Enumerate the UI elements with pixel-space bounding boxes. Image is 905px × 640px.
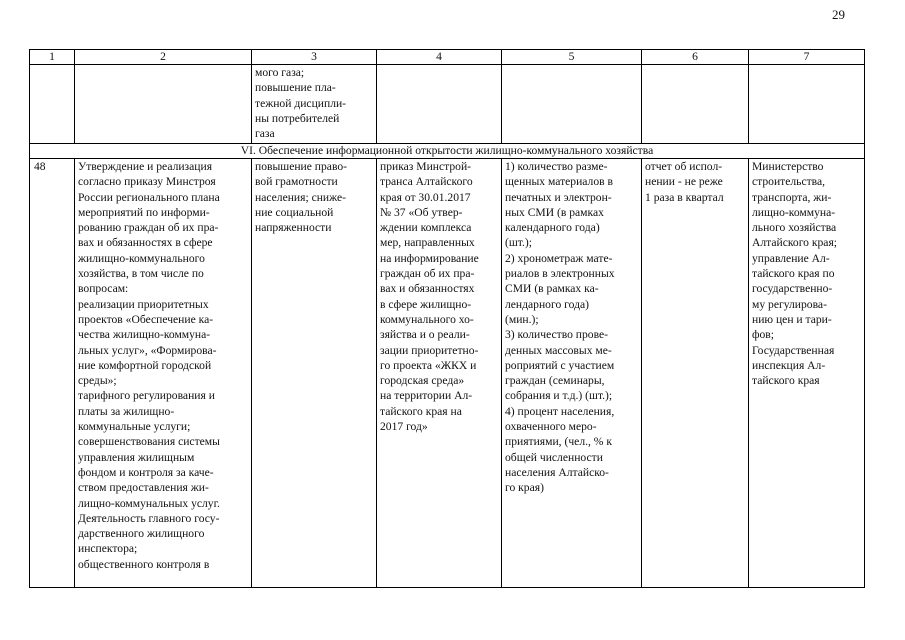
text-line: денных массовых ме- xyxy=(505,343,612,357)
text-line: 2017 год» xyxy=(380,420,428,434)
text-line: лищно-коммуна- xyxy=(752,205,836,219)
text-line: зации приоритетно- xyxy=(380,343,479,357)
text-line: ждении комплекса xyxy=(380,221,472,235)
text-line: инспекция Ал- xyxy=(752,358,826,372)
cont-cell-1 xyxy=(30,65,75,144)
text-line: собрания и т.д.) (шт.); xyxy=(505,389,613,403)
text-line: дарственного жилищного xyxy=(78,527,205,541)
section-row xyxy=(30,144,865,159)
text-line: рованию граждан об их пра- xyxy=(78,221,219,235)
text-line: повышение пла- xyxy=(255,81,336,95)
cont-cell-4 xyxy=(377,65,502,144)
text-line: общественного контроля в xyxy=(78,557,210,571)
text-line: лищно-коммунальных услуг. xyxy=(78,496,220,510)
text-line: граждан (семинары, xyxy=(505,374,605,388)
measure-cell xyxy=(75,159,252,588)
header-cell-5: 5 xyxy=(502,50,642,65)
text-line: мер, направленных xyxy=(380,236,475,250)
text-line: (мин.); xyxy=(505,312,539,326)
text-line: приказ Минстрой- xyxy=(380,160,472,173)
text-line: СМИ (в рамках ка- xyxy=(505,282,599,296)
text-line: согласно приказу Минстроя xyxy=(78,175,216,189)
cont-cell-2 xyxy=(75,65,252,144)
header-cell-4: 4 xyxy=(377,50,502,65)
text-line: на информирование xyxy=(380,251,479,265)
text-line: нении - не реже xyxy=(645,175,723,189)
indicators-cell xyxy=(502,159,642,588)
text-line: газа xyxy=(255,127,275,141)
text-line: государственно- xyxy=(752,282,833,296)
text-line: края от 30.01.2017 xyxy=(380,190,471,204)
header-cell-3: 3 xyxy=(252,50,377,65)
text-line: управления жилищным xyxy=(78,450,195,464)
text-line: Алтайского края; xyxy=(752,236,837,250)
text-line: № 37 «Об утвер- xyxy=(380,205,463,219)
text-line: 2) хронометраж мате- xyxy=(505,251,613,265)
text-line: ством предоставления жи- xyxy=(78,481,209,495)
text-line: риалов в электронных xyxy=(505,267,615,281)
cont-cell-6 xyxy=(642,65,749,144)
text-line: Деятельность главного госу- xyxy=(78,511,220,525)
text-line: России регионального плана xyxy=(78,190,220,204)
text-line: платы за жилищно- xyxy=(78,404,175,418)
text-line: населения Алтайско- xyxy=(505,465,609,479)
text-line: жилищно-коммунального xyxy=(78,251,205,265)
text-line: тайского края на xyxy=(380,404,462,418)
text-line: льных услуг», «Формирова- xyxy=(78,343,217,357)
header-cell-2: 2 xyxy=(75,50,252,65)
text-line: тежной дисципли- xyxy=(255,96,347,110)
text-line: фондом и контроля за каче- xyxy=(78,465,214,479)
text-line: Министерство xyxy=(752,160,824,173)
text-line: зяйства и о реали- xyxy=(380,328,470,342)
legal-basis-cell xyxy=(377,159,502,588)
text-line: на территории Ал- xyxy=(380,389,473,403)
text-line: управление Ал- xyxy=(752,251,830,265)
text-line: реализации приоритетных xyxy=(78,297,209,311)
page-number: 29 xyxy=(832,7,845,22)
reporting-cell xyxy=(642,159,749,588)
text-line: совершенствования системы xyxy=(78,435,220,449)
text-line: мого газа; xyxy=(255,66,305,79)
text-line: коммунальные услуги; xyxy=(78,420,191,434)
text-line: проектов «Обеспечение ка- xyxy=(78,312,214,326)
text-line: Утверждение и реализация xyxy=(78,160,213,173)
text-line: строительства, xyxy=(752,175,826,189)
cont-cell-3 xyxy=(252,65,377,144)
table-row xyxy=(30,159,865,588)
text-line: роприятий с участием xyxy=(505,358,615,372)
header-row xyxy=(30,50,865,65)
text-line: 4) процент населения, xyxy=(505,404,615,418)
text-line: в сфере жилищно- xyxy=(380,297,472,311)
text-line: тайского края xyxy=(752,374,820,388)
text-line: транспорта, жи- xyxy=(752,190,832,204)
text-line: лендарного года) xyxy=(505,297,589,311)
text-line: чества жилищно-коммуна- xyxy=(78,328,211,342)
text-line: хозяйства, в том числе по xyxy=(78,267,204,281)
continuation-row xyxy=(30,65,865,144)
text-line: Государственная xyxy=(752,343,835,357)
text-line: 1) количество разме- xyxy=(505,160,608,173)
text-line: вой грамотности xyxy=(255,175,338,189)
text-line: льного хозяйства xyxy=(752,221,837,235)
text-line: инспектора; xyxy=(78,542,138,556)
text-line: го проекта «ЖКХ и xyxy=(380,358,477,372)
text-line: общей численности xyxy=(505,450,603,464)
text-line: повышение право- xyxy=(255,160,347,173)
text-line: охваченного меро- xyxy=(505,420,597,434)
text-line: вах и обязанностях в сфере xyxy=(78,236,213,250)
text-line: печатных и электрон- xyxy=(505,190,612,204)
responsible-cell xyxy=(749,159,865,588)
text-line: ние социальной xyxy=(255,205,334,219)
text-line: тарифного регулирования и xyxy=(78,389,215,403)
header-cell-7: 7 xyxy=(749,50,865,65)
text-line: транса Алтайского xyxy=(380,175,473,189)
goal-cell xyxy=(252,159,377,588)
text-line: отчет об испол- xyxy=(645,160,723,173)
text-line: щенных материалов в xyxy=(505,175,613,189)
text-line: ных СМИ (в рамках xyxy=(505,205,604,219)
text-line: вопросам: xyxy=(78,282,129,296)
text-line: граждан об их пра- xyxy=(380,267,475,281)
row-number: 48 xyxy=(30,159,75,588)
text-line: приятиями, (чел., % к xyxy=(505,435,612,449)
text-line: го края) xyxy=(505,481,544,495)
text-line: мероприятий по информи- xyxy=(78,205,210,219)
text-line: населения; сниже- xyxy=(255,190,346,204)
text-line: коммунального хо- xyxy=(380,312,474,326)
document-table xyxy=(29,49,865,588)
section-title: VI. Обеспечение информационной открытости жилищно-коммунального хозяйства xyxy=(30,144,865,159)
header-cell-6: 6 xyxy=(642,50,749,65)
text-line: фов; xyxy=(752,328,775,342)
text-line: ние комфортной городской xyxy=(78,358,212,372)
cont-cell-7 xyxy=(749,65,865,144)
text-line: городская среда» xyxy=(380,374,465,388)
text-line: 1 раза в квартал xyxy=(645,190,724,204)
text-line: календарного года) xyxy=(505,221,600,235)
text-line: нию цен и тари- xyxy=(752,312,832,326)
cont-cell-5 xyxy=(502,65,642,144)
header-cell-1: 1 xyxy=(30,50,75,65)
text-line: вах и обязанностях xyxy=(380,282,475,296)
text-line: напряженности xyxy=(255,221,332,235)
text-line: среды»; xyxy=(78,374,117,388)
text-line: (шт.); xyxy=(505,236,532,250)
text-line: 3) количество прове- xyxy=(505,328,609,342)
text-line: тайского края по xyxy=(752,267,835,281)
text-line: ны потребителей xyxy=(255,111,340,125)
text-line: му регулирова- xyxy=(752,297,827,311)
